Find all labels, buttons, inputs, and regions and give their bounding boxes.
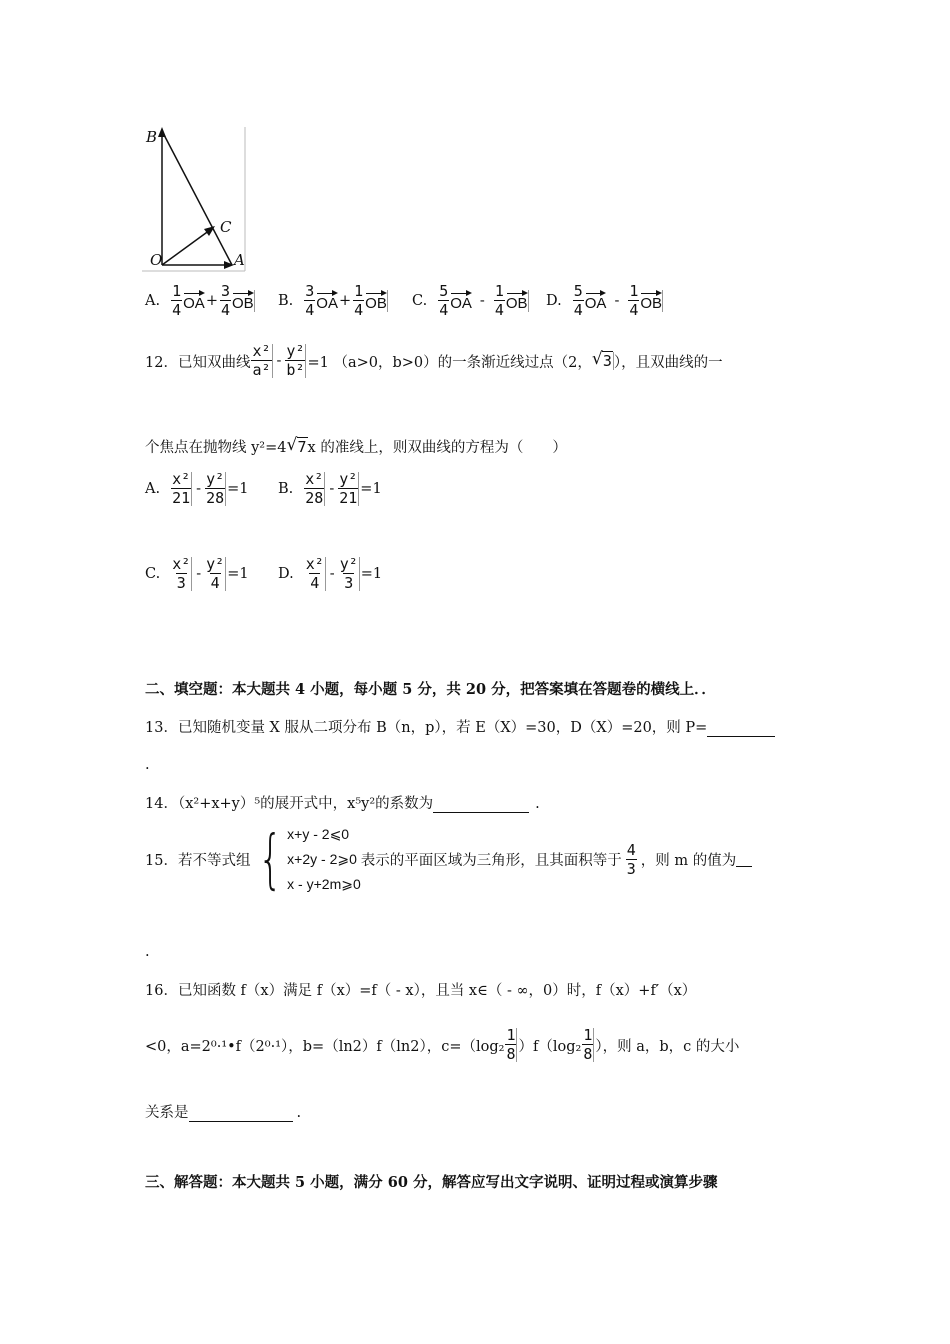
q11-option-a [145, 284, 255, 318]
left-brace: { [258, 822, 284, 897]
operator: - [276, 353, 282, 369]
fraction: $\frac{\text{y²}}{21}$ [339, 470, 358, 507]
q12-option-d [278, 557, 382, 591]
fraction-y2-b2: $\frac{\text{y²}}{\text{b²}}$ [286, 342, 305, 379]
vector-ob: OB [640, 290, 663, 312]
section-heading-solutions: 三、解答题：本大题共 5 小题，满分 60 分，解答应写出文字说明、证明过程或演算步骤 [145, 1174, 718, 1191]
sqrt-3: √ 3 [592, 352, 614, 370]
fraction: $\frac{\text{x²}}{21}$ [172, 470, 191, 507]
question-13 [145, 716, 775, 737]
vector-ob: OB [232, 290, 255, 312]
option-letter: C. [412, 293, 428, 309]
answer-blank[interactable] [189, 1107, 293, 1122]
operator: - [329, 566, 335, 582]
question-14: 14．（x²+x+y）⁵的展开式中，x⁵y²的系数为 . [145, 796, 540, 812]
q16-line3: 关系是 [145, 1105, 189, 1121]
triangle-figure [140, 125, 250, 273]
inequality-line: x+y - 2⩽0 [287, 826, 350, 842]
q12-option-c [145, 557, 249, 591]
inequality-line: x - y+2m⩾0 [287, 876, 361, 892]
fraction-1-8: $\frac{1}{8}$ [583, 1026, 593, 1063]
vector-oa: OA [585, 290, 607, 312]
fraction: $\frac{\text{x²}}{3}$ [172, 555, 191, 592]
q16-line2-c: ），则 a，b，c 的大小 [595, 1038, 740, 1055]
section-heading-fill-blank: 二、填空题：本大题共 4 小题，每小题 5 分，共 20 分，把答案填在答题卷的横线上．． [145, 681, 716, 698]
coef-fraction: $\frac{1}{4}$ [629, 282, 639, 319]
coef-fraction: $\frac{5}{4}$ [573, 282, 583, 319]
vector-oa: OA [450, 290, 472, 312]
q11-option-d [546, 284, 663, 318]
vector-ob: OB [365, 290, 388, 312]
operator: - [196, 481, 202, 497]
label-a: A [234, 251, 245, 269]
q16-line2-a: <0，a=2⁰·¹•f（2⁰·¹），b=（ln2）f（ln2），c=（log₂ [145, 1038, 505, 1055]
operator: - [479, 293, 485, 309]
coef-fraction: $\frac{3}{4}$ [220, 282, 230, 319]
fraction-4-3: $\frac{4}{3}$ [626, 840, 636, 878]
fraction: $\frac{\text{x²}}{28}$ [305, 470, 324, 507]
q12-line2-a: 个焦点在抛物线 y²=4 [145, 440, 287, 456]
q12-suffix: ），且双曲线的一 [613, 354, 723, 371]
label-o: O [150, 251, 163, 269]
answer-blank[interactable] [707, 722, 775, 737]
option-letter: D. [546, 293, 562, 309]
option-letter: B. [278, 481, 294, 497]
q12-mid: =1 （a>0，b>0）的一条渐近线过点（2， [307, 354, 592, 371]
fraction: $\frac{\text{y²}}{4}$ [206, 555, 225, 592]
q11-option-c [412, 284, 529, 318]
option-letter: D. [278, 566, 294, 582]
operator: - [196, 566, 202, 582]
coef-fraction: $\frac{1}{4}$ [494, 282, 504, 319]
option-letter: A. [145, 293, 161, 309]
question-16-line3: 关系是 . [145, 1105, 302, 1121]
option-letter: A. [145, 481, 161, 497]
fraction-1-8: $\frac{1}{8}$ [506, 1026, 516, 1063]
inequality-line: x+2y - 2⩾0 [287, 851, 357, 867]
coef-fraction: $\frac{3}{4}$ [305, 282, 315, 319]
question-16-line2 [145, 1028, 739, 1062]
q15-dot: . [145, 944, 150, 960]
q12-line2 [145, 436, 567, 457]
q16-line2-b: ）f（log₂ [518, 1038, 582, 1055]
equals: =1 [227, 566, 249, 582]
answer-blank[interactable] [433, 798, 529, 813]
q13-dot: . [145, 757, 150, 773]
q11-option-b [278, 284, 388, 318]
coef-fraction: $\frac{1}{4}$ [172, 282, 182, 319]
operator: + [338, 293, 352, 309]
operator: + [205, 293, 218, 309]
option-letter: C. [145, 566, 161, 582]
question-16-line1: 16．已知函数 f（x）满足 f（x）=f（ - x），且当 x∈（ - ∞，0）时，f（x）+f′（x） [145, 983, 697, 999]
fraction: $\frac{\text{y²}}{3}$ [339, 555, 358, 592]
equals: =1 [360, 481, 382, 497]
sqrt-7: √ 7 [287, 438, 308, 456]
q12-line1 [145, 344, 723, 378]
coef-fraction: $\frac{5}{4}$ [439, 282, 449, 319]
q12-line2-b: x 的准线上，则双曲线的方程为（ ） [307, 440, 567, 456]
question-15 [145, 822, 752, 897]
answer-blank[interactable] [736, 852, 752, 867]
vector-oa: OA [316, 290, 338, 312]
q15-suffix: ，则 m 的值为 [640, 853, 737, 869]
q14-text: 14．（x²+x+y）⁵的展开式中，x⁵y²的系数为 [145, 796, 434, 812]
label-c: C [220, 218, 232, 236]
fraction-x2-a2: $\frac{\text{x²}}{\text{a²}}$ [252, 342, 271, 379]
label-b: B [146, 128, 158, 146]
option-letter: B. [278, 293, 294, 309]
q12-option-b [278, 472, 382, 506]
fraction: $\frac{\text{x²}}{4}$ [305, 555, 324, 592]
coef-fraction: $\frac{1}{4}$ [354, 282, 364, 319]
q12-option-a [145, 472, 249, 506]
q15-mid: 表示的平面区域为三角形，且其面积等于 [360, 853, 622, 869]
fraction: $\frac{\text{y²}}{28}$ [206, 470, 225, 507]
vector-oa: OA [183, 290, 205, 312]
q13-text: 13．已知随机变量 X 服从二项分布 B（n，p），若 E（X）=30，D（X）=20，则 P= [145, 720, 708, 736]
vector-ob: OB [506, 290, 529, 312]
equals: =1 [227, 481, 249, 497]
operator: - [614, 293, 620, 309]
equals: =1 [360, 566, 383, 582]
q15-prefix: 15．若不等式组 [145, 853, 251, 869]
operator: - [329, 481, 335, 497]
q12-prefix: 12．已知双曲线 [145, 354, 251, 371]
inequality-system [250, 822, 360, 897]
